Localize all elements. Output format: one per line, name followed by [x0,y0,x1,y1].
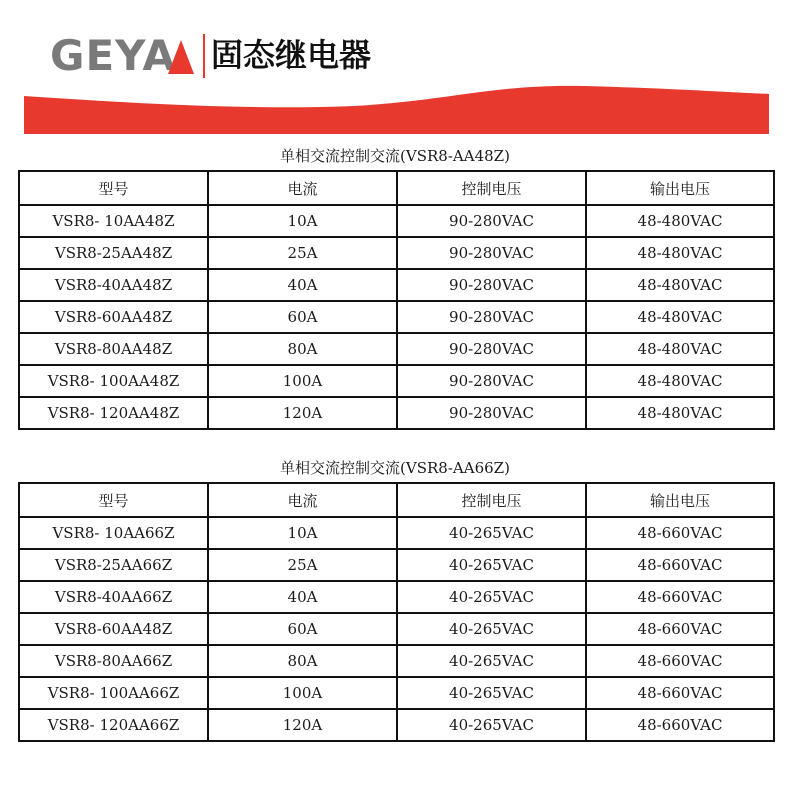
cell-model: VSR8- 10AA66Z [19,517,208,549]
table-row [19,645,774,677]
table-row [19,301,774,333]
cell-model: VSR8-60AA48Z [19,613,208,645]
cell-output-voltage: 48-660VAC [586,581,774,613]
cell-control-voltage: 40-265VAC [397,645,586,677]
table-body [19,517,774,741]
cell-control-voltage: 90-280VAC [397,269,586,301]
cell-output-voltage: 48-480VAC [586,365,774,397]
column-header-current: 电流 [208,483,397,517]
cell-control-voltage: 90-280VAC [397,333,586,365]
logo-divider [203,34,205,78]
cell-output-voltage: 48-660VAC [586,677,774,709]
column-header-control-voltage: 控制电压 [397,171,586,205]
table-row [19,677,774,709]
cell-control-voltage: 40-265VAC [397,677,586,709]
cell-control-voltage: 90-280VAC [397,301,586,333]
cell-current: 100A [208,677,397,709]
cell-model: VSR8-25AA66Z [19,549,208,581]
red-wave-banner [24,82,769,134]
cell-current: 100A [208,365,397,397]
cell-control-voltage: 90-280VAC [397,205,586,237]
cell-current: 60A [208,301,397,333]
spec-table-aa66z [18,482,775,742]
cell-current: 60A [208,613,397,645]
cell-model: VSR8-60AA48Z [19,301,208,333]
cell-control-voltage: 40-265VAC [397,581,586,613]
cell-model: VSR8- 120AA66Z [19,709,208,741]
cell-current: 120A [208,397,397,429]
table-row [19,709,774,741]
header-banner [0,0,790,140]
cell-current: 80A [208,645,397,677]
cell-model: VSR8-80AA66Z [19,645,208,677]
cell-control-voltage: 40-265VAC [397,517,586,549]
table-row [19,237,774,269]
table-2-caption: 单相交流控制交流(VSR8-AA66Z) [280,459,510,477]
logo-triangle-icon [168,40,194,74]
column-header-current: 电流 [208,171,397,205]
cell-output-voltage: 48-660VAC [586,613,774,645]
cell-model: VSR8- 100AA48Z [19,365,208,397]
cell-model: VSR8-80AA48Z [19,333,208,365]
cell-control-voltage: 90-280VAC [397,365,586,397]
cell-model: VSR8-40AA66Z [19,581,208,613]
column-header-model: 型号 [19,171,208,205]
cell-current: 10A [208,205,397,237]
cell-current: 10A [208,517,397,549]
cell-control-voltage: 40-265VAC [397,613,586,645]
cell-output-voltage: 48-480VAC [586,269,774,301]
table-header-row [19,171,774,205]
cell-output-voltage: 48-480VAC [586,205,774,237]
cell-output-voltage: 48-480VAC [586,397,774,429]
cell-output-voltage: 48-660VAC [586,645,774,677]
cell-model: VSR8-40AA48Z [19,269,208,301]
table-1-caption: 单相交流控制交流(VSR8-AA48Z) [280,147,510,165]
cell-output-voltage: 48-480VAC [586,237,774,269]
spec-table-aa48z [18,170,775,430]
cell-current: 80A [208,333,397,365]
column-header-model: 型号 [19,483,208,517]
table-row [19,613,774,645]
cell-model: VSR8-25AA48Z [19,237,208,269]
table-row [19,549,774,581]
table-row [19,205,774,237]
cell-output-voltage: 48-480VAC [586,333,774,365]
table-row [19,333,774,365]
column-header-control-voltage: 控制电压 [397,483,586,517]
cell-current: 25A [208,549,397,581]
cell-control-voltage: 40-265VAC [397,549,586,581]
table-row [19,365,774,397]
cell-output-voltage: 48-660VAC [586,709,774,741]
cell-model: VSR8- 10AA48Z [19,205,208,237]
cell-output-voltage: 48-660VAC [586,549,774,581]
product-category-title: 固态继电器 [211,36,372,74]
cell-control-voltage: 40-265VAC [397,709,586,741]
cell-current: 25A [208,237,397,269]
table-row [19,269,774,301]
brand-logo: GEYA [50,31,177,80]
cell-current: 120A [208,709,397,741]
table-header-row [19,483,774,517]
table-row [19,581,774,613]
table-row [19,397,774,429]
cell-control-voltage: 90-280VAC [397,237,586,269]
cell-output-voltage: 48-660VAC [586,517,774,549]
column-header-output-voltage: 输出电压 [586,171,774,205]
cell-current: 40A [208,269,397,301]
cell-current: 40A [208,581,397,613]
cell-model: VSR8- 100AA66Z [19,677,208,709]
cell-model: VSR8- 120AA48Z [19,397,208,429]
column-header-output-voltage: 输出电压 [586,483,774,517]
table-row [19,517,774,549]
table-body [19,205,774,429]
cell-output-voltage: 48-480VAC [586,301,774,333]
cell-control-voltage: 90-280VAC [397,397,586,429]
